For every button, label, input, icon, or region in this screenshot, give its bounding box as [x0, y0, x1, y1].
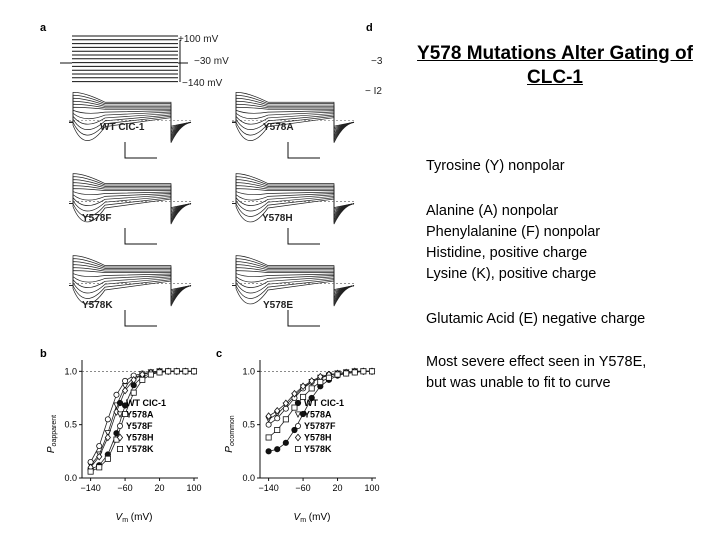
data-point	[326, 375, 331, 380]
data-point	[140, 377, 145, 382]
legend-label: WT CIC-1	[304, 398, 344, 408]
trace-label-y578f: Y578F	[82, 213, 112, 224]
note-tyrosine: Tyrosine (Y) nonpolar	[426, 158, 565, 174]
cut-label-2: − I2	[365, 86, 382, 97]
legend-marker	[295, 423, 300, 428]
legend-marker	[295, 412, 300, 417]
panel-letter-c: c	[216, 348, 223, 360]
trace-y578k	[65, 252, 195, 332]
trace-y578f	[65, 170, 195, 250]
data-point	[97, 465, 102, 470]
data-point	[309, 386, 314, 391]
data-point	[283, 417, 288, 422]
ytick-label: 1.0	[64, 366, 77, 377]
data-point	[361, 369, 366, 374]
note-alanine: Alanine (A) nonpolar	[426, 203, 559, 219]
ytick-label: 0.0	[242, 473, 255, 483]
data-point	[166, 369, 171, 374]
data-point	[97, 443, 102, 448]
note-glutamic-acid: Glutamic Acid (E) negative charge	[426, 311, 646, 327]
data-point	[131, 390, 136, 395]
data-point	[174, 369, 179, 374]
legend-label: Y578A	[304, 409, 332, 420]
xtick-label: −140	[80, 483, 101, 493]
ytick-label: 0.5	[64, 419, 77, 430]
legend-label: Y578H	[126, 432, 154, 443]
note-severe-effect-2: but was unable to fit to curve	[426, 375, 611, 391]
data-point	[352, 370, 357, 375]
data-point	[191, 369, 196, 374]
data-point	[283, 440, 288, 445]
chart-c-ylabel: $P_ocommon$	[224, 415, 236, 453]
legend-marker	[117, 423, 122, 428]
chart-c-po-common	[212, 350, 390, 525]
legend-marker	[117, 446, 122, 451]
protocol-label-low: −140 mV	[182, 78, 223, 89]
data-point	[369, 369, 374, 374]
panel-letter-b: b	[40, 348, 47, 360]
panel-letter-a: a	[40, 22, 47, 34]
trace-y578h	[228, 170, 358, 250]
data-point	[157, 370, 162, 375]
chart-c-xlabel: $V_m$ (mV)	[293, 512, 331, 524]
trace-label-y578a: Y578A	[263, 122, 294, 133]
slide-title: Y578 Mutations Alter Gating of CLC-1	[417, 43, 693, 88]
xtick-label: −60	[295, 483, 311, 493]
panel-letter-d: d	[366, 22, 373, 34]
data-point	[105, 434, 110, 440]
data-point	[105, 456, 110, 461]
note-lysine: Lysine (K), positive charge	[426, 266, 597, 282]
legend-label: Y5787F	[304, 421, 336, 431]
data-point	[275, 447, 280, 452]
xtick-label: 20	[154, 483, 165, 493]
protocol-label-high: +100 mV	[178, 34, 219, 45]
legend-label: WT CIC-1	[126, 398, 166, 408]
data-point	[266, 435, 271, 440]
data-point	[183, 369, 188, 374]
ytick-label: 0.0	[64, 473, 77, 483]
note-severe-effect-1: Most severe effect seen in Y578E,	[426, 354, 647, 370]
note-histidine: Histidine, positive charge	[426, 245, 588, 261]
xtick-label: −60	[117, 483, 133, 493]
data-point	[122, 378, 127, 383]
legend-label: Y578H	[304, 432, 332, 443]
legend-marker	[295, 434, 300, 440]
trace-label-y578h: Y578H	[262, 213, 293, 224]
legend-marker	[117, 400, 122, 405]
protocol-label-mid: −30 mV	[194, 56, 229, 67]
trace-label-y578e: Y578E	[263, 300, 294, 311]
legend-label: Y578K	[304, 444, 332, 454]
ytick-label: 0.5	[242, 419, 255, 430]
data-point	[266, 422, 271, 427]
data-point	[275, 427, 280, 432]
xtick-label: 100	[186, 483, 202, 493]
trace-y578e	[228, 252, 358, 332]
ytick-label: 1.0	[242, 366, 255, 377]
chart-b-xlabel: $V_m$ (mV)	[115, 512, 153, 524]
data-point	[318, 379, 323, 384]
legend-label: Y578K	[126, 444, 154, 454]
cut-label-1: −3	[371, 56, 383, 67]
data-point	[292, 405, 297, 410]
legend-marker	[295, 400, 300, 405]
data-point	[335, 372, 340, 377]
data-point	[105, 417, 110, 422]
data-point	[148, 372, 153, 377]
data-point	[114, 392, 119, 397]
legend-marker	[295, 446, 300, 451]
trace-label-wt: WT CIC-1	[100, 122, 145, 133]
data-point	[266, 449, 271, 454]
data-point	[88, 469, 93, 474]
chart-b-po-apparent	[34, 350, 212, 525]
xtick-label: −140	[258, 483, 279, 493]
xtick-label: 20	[332, 483, 343, 493]
trace-label-y578k: Y578K	[82, 300, 113, 311]
note-phenylalanine: Phenylalanine (F) nonpolar	[426, 224, 601, 240]
voltage-protocol	[60, 30, 190, 94]
data-point	[275, 416, 280, 421]
legend-label: Y578F	[126, 421, 153, 431]
legend-label: Y578A	[126, 409, 154, 420]
data-point	[344, 371, 349, 376]
chart-b-ylabel: $P_oapparent$	[46, 414, 58, 454]
xtick-label: 100	[364, 483, 380, 493]
